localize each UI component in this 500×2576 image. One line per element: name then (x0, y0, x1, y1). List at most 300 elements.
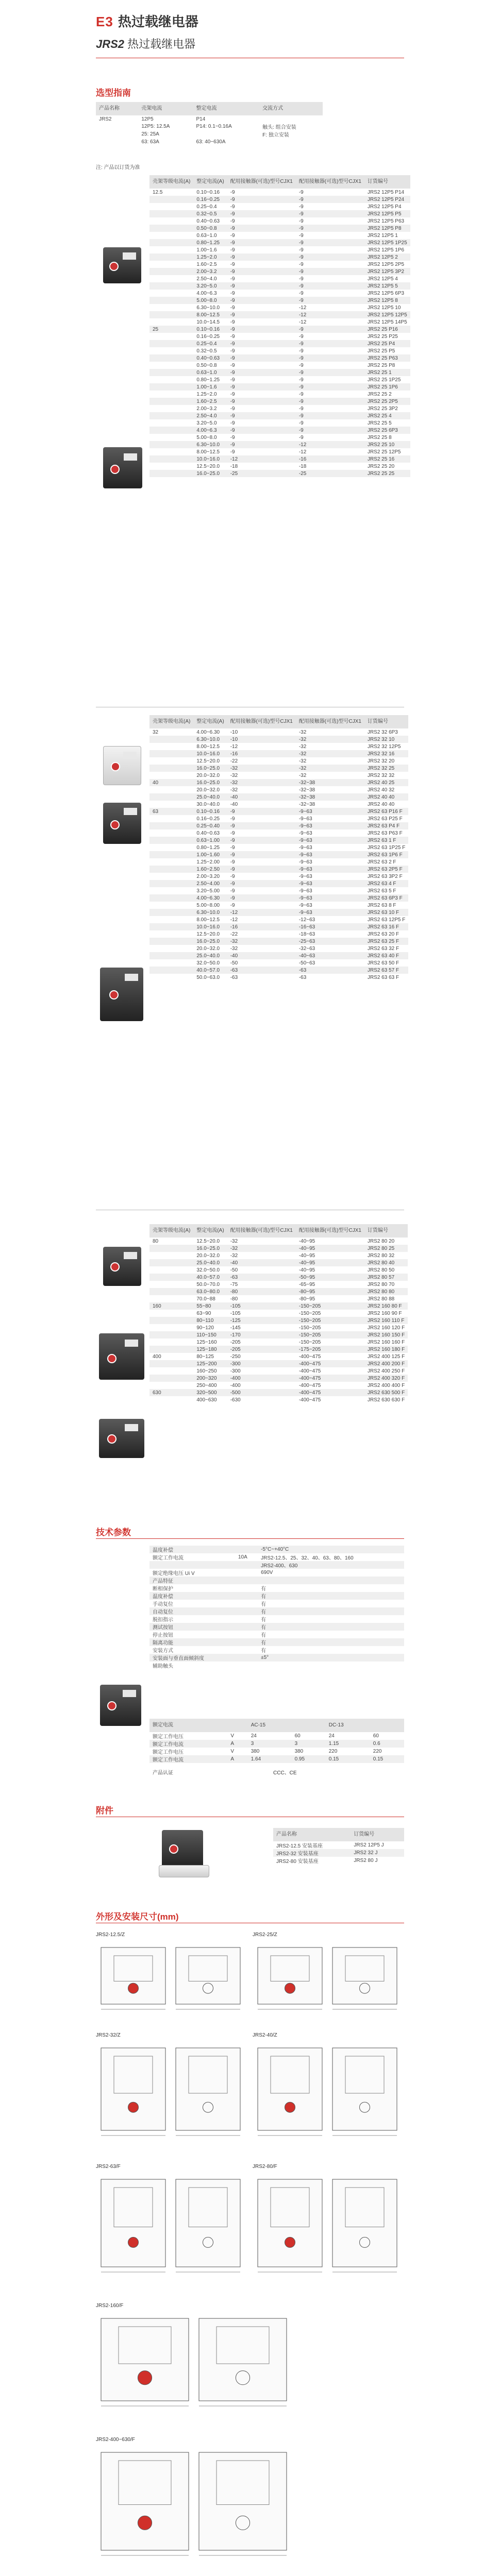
table-cell: 1.64 (248, 1755, 292, 1763)
table-cell: 2.50~4.0 (196, 276, 217, 282)
table-cell: JRS2 25 6P3 (364, 427, 410, 434)
table-cell: JRS2 63 1 F (364, 837, 408, 844)
table-cell: -145 (230, 1325, 241, 1331)
table-cell (235, 1561, 258, 1569)
table-row (149, 1389, 408, 1396)
table-row (149, 1732, 404, 1740)
table-cell: JRS2 12P5 2 (364, 253, 410, 261)
table-row (149, 959, 408, 967)
table-cell (149, 210, 193, 217)
table-row (149, 923, 408, 930)
column-header: 额定电流 (149, 1719, 227, 1732)
table-row (149, 1266, 408, 1274)
table-cell: 40.0~57.0 (193, 967, 227, 974)
table-cell: 12.5~20.0 (196, 1238, 220, 1244)
table-cell: -40~63 (296, 952, 364, 959)
table-cell: -400~475 (296, 1375, 364, 1382)
table-cell: -9~63 (296, 851, 364, 858)
table-cell: -9 (298, 232, 304, 239)
table-row (149, 844, 408, 851)
table-cell (149, 822, 193, 829)
table-cell: 400~630 (196, 1397, 217, 1403)
table-cell: -16 (227, 750, 296, 757)
table-cell: -9 (227, 369, 296, 376)
table-row (149, 728, 408, 736)
dimension-label: JRS2-80/F (253, 2164, 277, 2170)
table-cell (235, 1569, 258, 1577)
drawing-view (332, 2048, 397, 2130)
table-cell (149, 736, 193, 743)
table-cell: 110~150 (193, 1331, 227, 1338)
table-cell: 额定绝缘电压 Ui V (153, 1571, 195, 1577)
table-cell: -5°C~+40°C (258, 1546, 404, 1553)
table-cell: -9 (227, 311, 296, 318)
table-cell: -9 (230, 232, 235, 239)
table-row (149, 217, 410, 225)
table-cell: JRS2 63 20 F (367, 931, 399, 937)
table-cell: -9 (296, 398, 364, 405)
accessory-table (273, 1828, 404, 1865)
table-cell: V (230, 1733, 235, 1739)
table-row (149, 1607, 404, 1615)
table-row (149, 736, 408, 743)
table-cell: 16.0~25.0 (193, 765, 227, 772)
table-cell: JRS2 25 1P25 (367, 377, 401, 383)
table-row (149, 383, 410, 391)
table-cell: JRS2-12.5、25、32、40、63、80、160 (261, 1555, 354, 1561)
table-cell: -9 (227, 239, 296, 246)
table-cell (149, 772, 193, 779)
table-cell: 0.32~0.5 (196, 348, 217, 354)
table-cell: 30.0~40.0 (196, 801, 220, 807)
table-cell: -400~475 (298, 1382, 321, 1388)
table-cell: 安装方式 (153, 1648, 173, 1654)
table-header-row (149, 1719, 404, 1732)
table-row (96, 115, 323, 123)
table-cell: -9 (230, 391, 235, 397)
table-cell: JRS2 63 2P5 F (364, 866, 408, 873)
frame-current: 160 (149, 1302, 193, 1310)
table-row (149, 1638, 404, 1646)
table-row (149, 894, 408, 902)
table-cell: -9 (296, 369, 364, 376)
aux-contact-table (149, 1719, 404, 1763)
table-cell: -32 (230, 1252, 238, 1259)
table-cell (149, 427, 193, 434)
table-cell: -9 (227, 880, 296, 887)
table-cell: -9 (227, 282, 296, 290)
table-cell: JRS2 63 50 F (367, 960, 399, 966)
table-row (149, 268, 410, 275)
table-cell: 温度补偿 (149, 1592, 235, 1600)
table-cell: JRS2 12P5 1P25 (364, 239, 410, 246)
table-row (149, 1553, 404, 1561)
table-cell: JRS2 12P5 1 (367, 232, 398, 239)
table-cell: -9 (230, 304, 235, 311)
table-cell (149, 837, 193, 844)
table-row (149, 1317, 408, 1324)
table-row (149, 1623, 404, 1631)
table-cell: 1.60~2.5 (193, 398, 227, 405)
table-cell: -400~475 (296, 1389, 364, 1396)
table-cell: -32 (230, 1238, 238, 1244)
table-cell: 3.20~5.0 (196, 420, 217, 426)
table-cell (235, 1662, 258, 1669)
table-cell: -9 (230, 888, 235, 894)
table-cell: V (230, 1749, 235, 1754)
table-cell: 4.00~6.3 (193, 427, 227, 434)
table-cell: 4.00~6.3 (196, 290, 217, 296)
table-cell (96, 130, 138, 138)
table-cell (149, 217, 193, 225)
table-header-row (149, 715, 408, 728)
table-cell: -9 (298, 189, 304, 195)
table-cell: -32 (296, 736, 364, 743)
table-cell: 63: 63A (141, 139, 159, 145)
table-row (149, 808, 408, 815)
table-row (149, 1238, 408, 1245)
table-cell: 50.0~70.0 (196, 1281, 220, 1287)
table-cell: 160~250 (196, 1368, 217, 1374)
table-cell (149, 1324, 193, 1331)
table-cell: -9 (230, 189, 235, 195)
drawing-view (101, 2452, 189, 2550)
table-cell (149, 470, 193, 477)
table-cell: -9 (298, 362, 304, 368)
table-cell: -32 (230, 945, 238, 952)
table-cell (149, 282, 193, 290)
table-cell: 55~80 (193, 1302, 227, 1310)
table-row (149, 189, 410, 196)
table-cell: JRS2 32 12P5 (367, 743, 401, 750)
table-cell: -9 (227, 354, 296, 362)
table-row (149, 1592, 404, 1600)
table-cell (149, 463, 193, 470)
table-cell: 20.0~32.0 (196, 945, 220, 952)
table-cell: -175~205 (296, 1346, 364, 1353)
column-header: 壳架等级电流(A) (149, 1224, 193, 1238)
table-cell: JRS2 63 2 F (367, 859, 396, 865)
table-cell: -9 (298, 204, 304, 210)
column-header: 配用接触器(可选)型号CJX1 (296, 175, 364, 189)
table-cell: -9 (227, 822, 296, 829)
drawing-knob (128, 2237, 139, 2247)
table-cell: 10.0~16.0 (193, 455, 227, 463)
table-cell (149, 362, 193, 369)
table-cell: 6.30~10.0 (193, 441, 227, 448)
table-row (149, 1600, 404, 1607)
table-cell: 6.30~10.0 (193, 909, 227, 916)
table-cell: JRS2 25 P5 (367, 348, 395, 354)
table-row (149, 1346, 408, 1353)
table-cell: -18 (298, 463, 307, 469)
table-cell (149, 311, 193, 318)
table-cell: 63~90 (196, 1310, 211, 1316)
table-cell (149, 844, 193, 851)
table-cell (149, 815, 193, 822)
accessory-image (155, 1828, 216, 1882)
product-image-12p5 (98, 242, 146, 289)
column-header: 壳架电流 (138, 102, 193, 115)
table-row (149, 938, 408, 945)
table-cell: 6.30~10.0 (196, 304, 220, 311)
selection-table-3 (149, 1224, 408, 1403)
table-cell: -9 (230, 333, 235, 340)
cert-value: CCC、CE (273, 1770, 297, 1776)
cert-label: 产品认证 (153, 1770, 173, 1776)
table-cell: -12 (230, 743, 238, 750)
table-cell (149, 902, 193, 909)
table-cell (149, 405, 193, 412)
table-cell: JRS2 25 12P5 (367, 449, 401, 455)
table-cell (96, 138, 138, 145)
table-row (149, 793, 408, 801)
table-cell: 12.5~20.0 (196, 758, 220, 764)
table-cell: 32.0~50.0 (196, 960, 220, 966)
table-cell (149, 232, 193, 239)
drawing-view (101, 2318, 189, 2401)
table-cell: ±5° (258, 1654, 404, 1662)
table-cell: 200~320 (193, 1375, 227, 1382)
table-cell (149, 275, 193, 282)
table-row (149, 455, 410, 463)
table-row (149, 1353, 408, 1360)
table-cell: 320~500 (193, 1389, 227, 1396)
table-cell: 25.0~40.0 (193, 952, 227, 959)
table-cell: -9 (230, 204, 235, 210)
table-cell (149, 1338, 193, 1346)
table-cell: -32~38 (296, 793, 364, 801)
table-cell: -40~95 (298, 1252, 315, 1259)
table-cell: -9 (298, 348, 304, 354)
table-cell: -9 (230, 859, 235, 865)
table-cell: -300 (227, 1360, 296, 1367)
table-cell: -32 (227, 765, 296, 772)
table-cell: JRS2 12P5 14P5 (367, 319, 407, 325)
table-cell: 额定工作电流 (149, 1740, 227, 1748)
table-row (149, 232, 410, 239)
table-cell: 16.0~25.0 (193, 938, 227, 945)
table-cell: -150~205 (298, 1310, 321, 1316)
column-header: 壳架等级电流(A) (149, 175, 193, 189)
table-cell: 4.00~6.30 (193, 894, 227, 902)
table-cell (259, 138, 323, 145)
table-cell: 0.10~0.16 (193, 808, 227, 815)
table-cell: -80 (227, 1288, 296, 1295)
table-cell (149, 441, 193, 448)
table-cell: JRS2 25 P8 (367, 362, 395, 368)
table-cell: 24 (328, 1733, 335, 1739)
table-cell: 6.30~10.0 (193, 736, 227, 743)
table-cell: 0.10~0.16 (193, 326, 227, 333)
table-row (149, 916, 408, 923)
table-cell: -9 (296, 326, 364, 333)
table-cell: -63 (227, 1274, 296, 1281)
table-cell: -32~38 (296, 779, 364, 786)
drawing-knob (285, 2102, 295, 2112)
table-cell: JRS2 400 320 F (364, 1375, 408, 1382)
table-cell: 12.5~20.0 (196, 931, 220, 937)
table-cell (149, 1360, 193, 1367)
table-cell: 3.20~5.0 (193, 282, 227, 290)
table-cell (149, 894, 193, 902)
table-cell: 0.63~1.0 (193, 369, 227, 376)
table-cell: 0.95 (292, 1755, 326, 1763)
table-cell: JRS2 63 25 F (364, 938, 408, 945)
drawing-view (101, 2179, 165, 2267)
column-header (370, 1719, 404, 1732)
table-row (149, 1331, 408, 1338)
table-row (149, 1584, 404, 1592)
table-cell: -300 (230, 1368, 241, 1374)
table-cell: -9 (227, 297, 296, 304)
table-cell: -9 (298, 377, 304, 383)
table-cell: -9~63 (298, 873, 312, 879)
product-image-25 (98, 443, 146, 493)
table-cell (149, 974, 193, 981)
table-cell (149, 448, 193, 455)
table-cell: 24 (251, 1733, 257, 1739)
table-cell (149, 1317, 193, 1324)
frame-current: 80 (153, 1238, 159, 1244)
table-row (149, 1382, 408, 1389)
column-header: 产品名称 (96, 102, 138, 115)
table-cell: 25: 25A (141, 131, 159, 137)
table-cell: -9 (296, 282, 364, 290)
table-row (149, 952, 408, 959)
table-cell: JRS2 63 P63 F (367, 830, 403, 836)
table-cell (149, 923, 193, 930)
table-row (149, 470, 410, 477)
table-cell: 125~180 (193, 1346, 227, 1353)
table-cell: 产品特征 (149, 1577, 235, 1584)
page-title: 热过载继电器 (118, 14, 198, 29)
table-cell: 0.50~0.8 (193, 225, 227, 232)
table-cell: -205 (230, 1339, 241, 1345)
table-cell: 0.16~0.25 (196, 333, 220, 340)
table-cell: -63 (227, 967, 296, 974)
table-cell: JRS2 63 10 F (364, 909, 408, 916)
table-row (149, 1324, 408, 1331)
frame-current: 630 (149, 1389, 193, 1396)
table-cell: 5.00~8.00 (196, 902, 220, 908)
table-cell: JRS2 25 1P6 (364, 383, 410, 391)
table-header-row (149, 1224, 408, 1238)
column-header: 订货编号 (364, 715, 408, 728)
table-cell: -63 (296, 967, 364, 974)
table-cell: JRS2 12P5 10 (367, 304, 401, 311)
table-cell: -9 (227, 340, 296, 347)
table-cell (149, 873, 193, 880)
table-cell: JRS2 80 40 (364, 1259, 408, 1266)
dimension-drawing (96, 2041, 245, 2144)
product-image-400-630 (96, 1415, 147, 1461)
table-cell: 16.0~25.0 (193, 470, 227, 477)
table-cell: 16.0~25.0 (193, 1245, 227, 1252)
table-cell (149, 412, 193, 419)
table-cell: -63 (298, 974, 307, 980)
table-cell: -32 (227, 1245, 296, 1252)
table-cell: -105 (227, 1302, 296, 1310)
table-cell: JRS2 400 200 F (364, 1360, 408, 1367)
table-cell: -9 (227, 808, 296, 815)
table-cell: -9 (227, 851, 296, 858)
table-cell: -9 (296, 196, 364, 203)
table-cell: 0.10~0.16 (196, 189, 220, 195)
table-cell: -50 (230, 960, 238, 966)
table-cell: 4.00~6.30 (196, 729, 220, 735)
table-cell (258, 1577, 404, 1584)
table-cell: JRS2 25 P4 (364, 340, 410, 347)
table-cell (149, 765, 193, 772)
table-cell: 辅助触头 (153, 1664, 173, 1669)
table-cell: 0.40~0.63 (196, 830, 220, 836)
table-row (149, 779, 408, 786)
table-cell: JRS2 12P5 P4 (367, 204, 402, 210)
column-header: 配用接触器(可选)型号CJX1 (227, 175, 296, 189)
table-cell: -40~95 (298, 1267, 315, 1273)
table-row (149, 246, 410, 253)
dimension-drawing (253, 1940, 402, 2018)
table-cell: -10 (227, 736, 296, 743)
table-cell: -9~63 (298, 830, 312, 836)
table-cell: JRS2 630 500 F (364, 1389, 408, 1396)
table-cell: JRS2 63 63 F (367, 974, 399, 980)
table-cell: -125 (227, 1317, 296, 1324)
table-cell: 80~110 (193, 1317, 227, 1324)
table-row (149, 757, 408, 765)
table-cell: -25 (227, 470, 296, 477)
table-cell: -9 (230, 362, 235, 368)
table-cell: -500 (227, 1389, 296, 1396)
table-cell: -9 (296, 412, 364, 419)
table-cell: JRS2 12P5 P5 (364, 210, 410, 217)
table-cell: -9 (296, 253, 364, 261)
column-header: AC-15 (248, 1719, 292, 1732)
table-cell: -50~95 (296, 1274, 364, 1281)
table-cell: -9 (298, 276, 304, 282)
table-cell: 有 (261, 1648, 266, 1654)
table-cell: -9~63 (296, 894, 364, 902)
table-cell: -9 (227, 383, 296, 391)
table-cell (149, 743, 193, 750)
table-cell: 690V (261, 1570, 273, 1575)
table-cell: -9 (298, 420, 304, 426)
table-cell: JRS2 40 40 (367, 801, 395, 807)
table-cell: 0.16~0.25 (193, 196, 227, 203)
table-cell (149, 866, 193, 873)
subtitle-text: 热过载继电器 (127, 38, 196, 50)
table-cell (235, 1623, 258, 1631)
table-cell (149, 398, 193, 405)
table-cell: 有 (261, 1586, 266, 1592)
table-cell (149, 858, 193, 866)
table-row (273, 1841, 404, 1849)
table-cell: 25.0~40.0 (193, 793, 227, 801)
drawing-view (199, 2318, 287, 2401)
table-cell: -9 (227, 866, 296, 873)
table-cell: -12 (230, 917, 238, 923)
table-row (149, 1615, 404, 1623)
table-cell (149, 757, 193, 765)
table-cell: JRS2 25 16 (364, 455, 410, 463)
table-cell: JRS2 80 80 (364, 1288, 408, 1295)
table-cell: 2.00~3.2 (196, 405, 217, 412)
table-row (149, 1338, 408, 1346)
table-cell: JRS2 25 4 (364, 412, 410, 419)
table-row (149, 210, 410, 217)
table-row (149, 441, 410, 448)
